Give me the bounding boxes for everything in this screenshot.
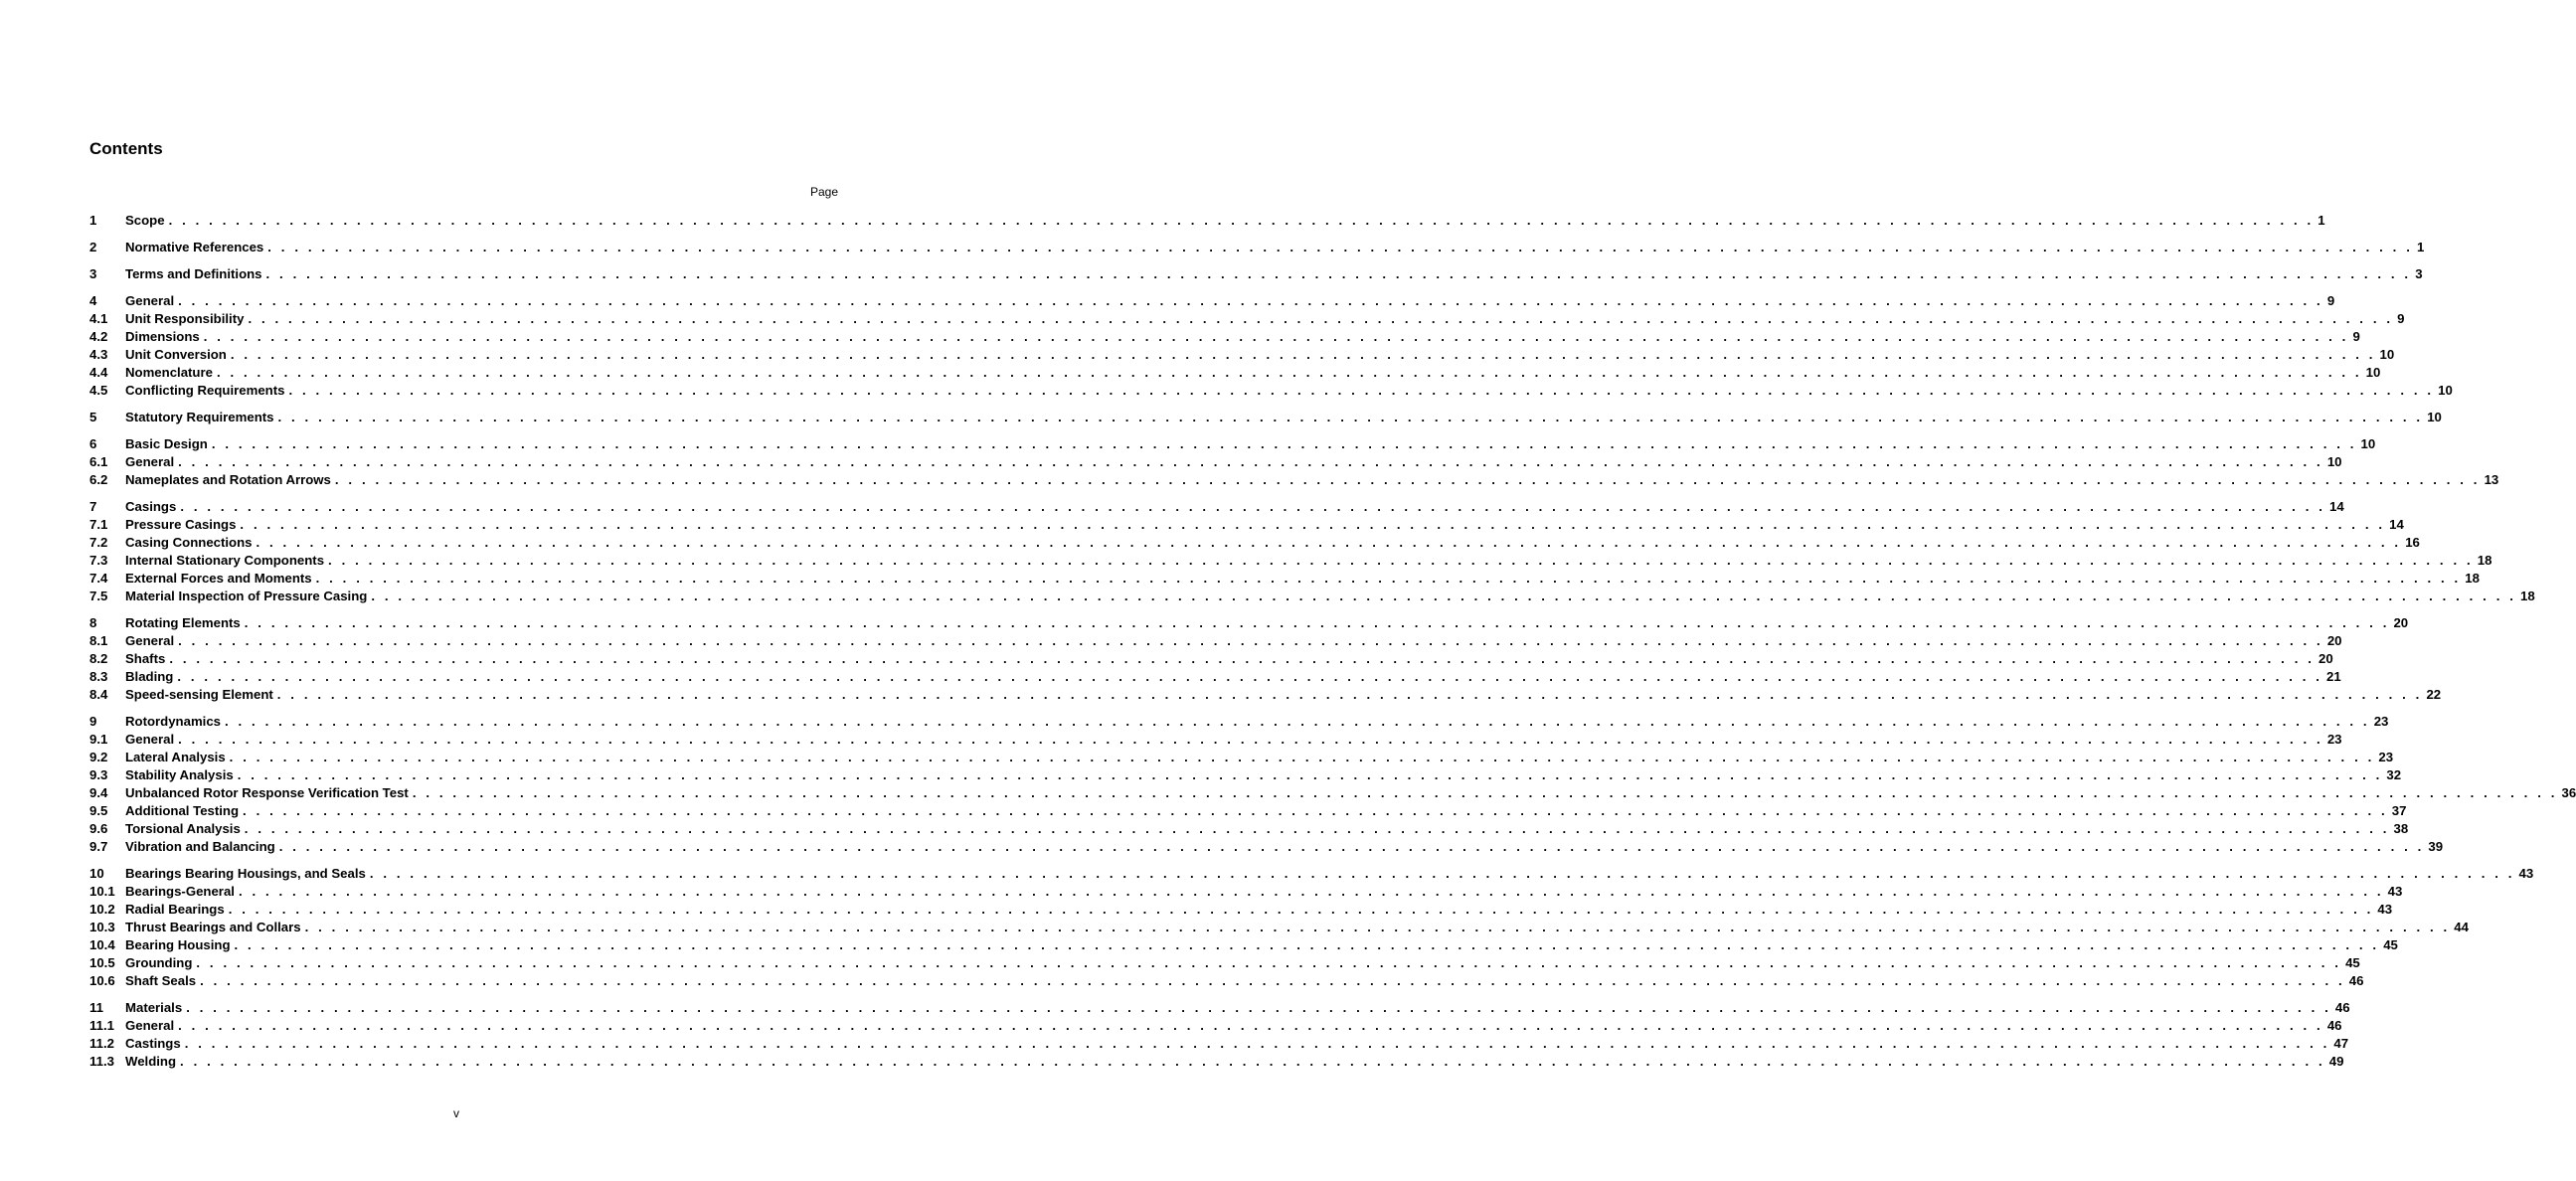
toc-entry-page-number: 43: [2518, 866, 2534, 881]
toc-entry[interactable]: [89, 292, 2335, 310]
toc-entry-title: Bearings Bearing Housings, and Seals: [125, 866, 366, 881]
toc-entry[interactable]: [89, 310, 2405, 328]
toc-entry-number: 8.1: [89, 633, 108, 648]
toc-entry[interactable]: [89, 265, 2423, 283]
dot-leader: . . . . . . . . . . . . . . . . . . . . . . . . . . . . . . . . . . . . . . . . . . . . . . . . . . . . . . . . . . . . . . . . . . . . . . . . . . . . . . . . . . . . . . . . . . . . . . . . . . . . . . . . . . . . . . . . . . . . . . . . . . . . . . . . . . . . . . . . . . . . . . . . . . . . . . . . . . . . . . . .: [240, 517, 2386, 532]
toc-entry-title: Shaft Seals: [125, 973, 197, 988]
toc-entry-title: Nameplates and Rotation Arrows: [125, 472, 331, 487]
toc-entry-number: 9.7: [89, 839, 108, 854]
dot-leader: . . . . . . . . . . . . . . . . . . . . . . . . . . . . . . . . . . . . . . . . . . . . . . . . . . . . . . . . . . . . . . . . . . . . . . . . . . . . . . . . . . . . . . . . . . . . . . . . . . . . . . . . . . . . . . . . . . . . . . . . . . . . . . . . . . . . . . . . . . . . . . . . . . . . . . . . . . . . . . . .: [265, 266, 2412, 281]
toc-entry[interactable]: [89, 954, 2360, 972]
toc-entry-title: Shafts: [125, 651, 166, 666]
toc-entry-title: Rotating Elements: [125, 615, 241, 630]
toc-entry[interactable]: [89, 516, 2404, 534]
toc-entry-number: 5: [89, 410, 97, 424]
toc-entry[interactable]: [89, 534, 2420, 552]
dot-leader: . . . . . . . . . . . . . . . . . . . . . . . . . . . . . . . . . . . . . . . . . . . . . . . . . . . . . . . . . . . . . . . . . . . . . . . . . . . . . . . . . . . . . . . . . . . . . . . . . . . . . . . . . . . . . . . . . . . . . . . . . . . . . . . . . . . . . . . . . . . . . . . . . . . . . . . . . . . . . . . .: [288, 383, 2435, 398]
toc-entry[interactable]: [89, 588, 2535, 605]
dot-leader: . . . . . . . . . . . . . . . . . . . . . . . . . . . . . . . . . . . . . . . . . . . . . . . . . . . . . . . . . . . . . . . . . . . . . . . . . . . . . . . . . . . . . . . . . . . . . . . . . . . . . . . . . . . . . . . . . . . . . . . . . . . . . . . . . . . . . . . . . . . . . . . . . . . . . . . . . . . . . . . .: [184, 1036, 2330, 1051]
toc-entry[interactable]: [89, 570, 2480, 588]
toc-entry-number: 7: [89, 499, 97, 514]
toc-entry-page-number: 1: [2416, 240, 2425, 254]
table-of-contents: [89, 212, 2576, 1080]
toc-entry[interactable]: [89, 1035, 2349, 1053]
dot-leader: . . . . . . . . . . . . . . . . . . . . . . . . . . . . . . . . . . . . . . . . . . . . . . . . . . . . . . . . . . . . . . . . . . . . . . . . . . . . . . . . . . . . . . . . . . . . . . . . . . . . . . . . . . . . . . . . . . . . . . . . . . . . . . . . . . . . . . . . . . . . . . . . . . . . . . . . . . . . . . . .: [178, 633, 2323, 648]
dot-leader: . . . . . . . . . . . . . . . . . . . . . . . . . . . . . . . . . . . . . . . . . . . . . . . . . . . . . . . . . . . . . . . . . . . . . . . . . . . . . . . . . . . . . . . . . . . . . . . . . . . . . . . . . . . . . . . . . . . . . . . . . . . . . . . . . . . . . . . . . . . . . . . . . . . . . . . . . . . . . . . .: [256, 535, 2402, 550]
toc-entry[interactable]: [89, 632, 2342, 650]
toc-entry-page-number: 37: [2391, 803, 2407, 818]
toc-entry-page-number: 44: [2454, 920, 2469, 934]
toc-entry-page-number: 20: [2318, 651, 2333, 666]
toc-entry-page-number: 36: [2561, 785, 2576, 800]
dot-leader: . . . . . . . . . . . . . . . . . . . . . . . . . . . . . . . . . . . . . . . . . . . . . . . . . . . . . . . . . . . . . . . . . . . . . . . . . . . . . . . . . . . . . . . . . . . . . . . . . . . . . . . . . . . . . . . . . . . . . . . . . . . . . . . . . . . . . . . . . . . . . . . . . . . . . . . . . . . . . . . .: [178, 1018, 2323, 1033]
toc-entry-number: 9: [89, 714, 97, 729]
toc-entry[interactable]: [89, 784, 2576, 802]
toc-entry-number: 9.2: [89, 750, 108, 764]
toc-entry-title: Internal Stationary Components: [125, 553, 325, 568]
toc-entry-page-number: 21: [2326, 669, 2341, 684]
toc-entry[interactable]: [89, 999, 2350, 1017]
toc-entry-number: 9.4: [89, 785, 108, 800]
dot-leader: . . . . . . . . . . . . . . . . . . . . . . . . . . . . . . . . . . . . . . . . . . . . . . . . . . . . . . . . . . . . . . . . . . . . . . . . . . . . . . . . . . . . . . . . . . . . . . . . . . . . . . . . . . . . . . . . . . . . . . . . . . . . . . . . . . . . . . . . . . . . . . . . . . . . . . . . . . . . . . . .: [244, 615, 2390, 630]
toc-entry-title: Scope: [125, 213, 165, 228]
toc-entry-page-number: 43: [2377, 902, 2393, 917]
toc-entry-number: 6.2: [89, 472, 108, 487]
toc-entry-title: Castings: [125, 1036, 181, 1051]
toc-section-group: [89, 614, 2442, 704]
toc-entry-title: Bearings-General: [125, 884, 235, 899]
dot-leader: . . . . . . . . . . . . . . . . . . . . . . . . . . . . . . . . . . . . . . . . . . . . . . . . . . . . . . . . . . . . . . . . . . . . . . . . . . . . . . . . . . . . . . . . . . . . . . . . . . . . . . . . . . . . . . . . . . . . . . . . . . . . . . . . . . . . . . . . . . . . . . . . . . . . . . . . . . . . . . . .: [315, 571, 2462, 586]
toc-entry-number: 9.3: [89, 767, 108, 782]
toc-entry-title: General: [125, 1018, 175, 1033]
toc-entry-number: 10.2: [89, 902, 115, 917]
toc-entry-number: 8.4: [89, 687, 108, 702]
dot-leader: . . . . . . . . . . . . . . . . . . . . . . . . . . . . . . . . . . . . . . . . . . . . . . . . . . . . . . . . . . . . . . . . . . . . . . . . . . . . . . . . . . . . . . . . . . . . . . . . . . . . . . . . . . . . . . . . . . . . . . . . . . . . . . . . . . . . . . . . . . . . . . . . . . . . . . . . . . . . . . . .: [200, 973, 2345, 988]
toc-entry-number: 6: [89, 436, 97, 451]
toc-entry-page-number: 16: [2405, 535, 2420, 550]
toc-entry[interactable]: [89, 453, 2342, 471]
toc-section-group: [89, 498, 2535, 605]
toc-entry-page-number: 3: [2415, 266, 2423, 281]
toc-entry-page-number: 46: [2348, 973, 2364, 988]
toc-entry-number: 7.2: [89, 535, 108, 550]
dot-leader: . . . . . . . . . . . . . . . . . . . . . . . . . . . . . . . . . . . . . . . . . . . . . . . . . . . . . . . . . . . . . . . . . . . . . . . . . . . . . . . . . . . . . . . . . . . . . . . . . . . . . . . . . . . . . . . . . . . . . . . . . . . . . . . . . . . . . . . . . . . . . . . . . . . . . . . . . . . . . . . .: [238, 884, 2384, 899]
toc-entry-page-number: 18: [2465, 571, 2480, 586]
toc-entry-number: 8.3: [89, 669, 108, 684]
toc-entry-page-number: 10: [2365, 365, 2381, 380]
toc-entry-title: Lateral Analysis: [125, 750, 226, 764]
dot-leader: . . . . . . . . . . . . . . . . . . . . . . . . . . . . . . . . . . . . . . . . . . . . . . . . . . . . . . . . . . . . . . . . . . . . . . . . . . . . . . . . . . . . . . . . . . . . . . . . . . . . . . . . . . . . . . . . . . . . . . . . . . . . . . . . . . . . . . . . . . . . . . . . . . . . . . . . . . . . . . . .: [267, 240, 2413, 254]
toc-entry[interactable]: [89, 239, 2425, 256]
toc-entry[interactable]: [89, 409, 2442, 426]
toc-entry-page-number: 45: [2345, 955, 2360, 970]
toc-entry[interactable]: [89, 936, 2398, 954]
toc-entry-title: General: [125, 732, 175, 747]
dot-leader: . . . . . . . . . . . . . . . . . . . . . . . . . . . . . . . . . . . . . . . . . . . . . . . . . . . . . . . . . . . . . . . . . . . . . . . . . . . . . . . . . . . . . . . . . . . . . . . . . . . . . . . . . . . . . . . . . . . . . . . . . . . . . . . . . . . . . . . . . . . . . . . . . . . . . . . . . . . . . . . .: [178, 293, 2323, 308]
toc-entry-page-number: 9: [2352, 329, 2360, 344]
toc-entry-number: 8: [89, 615, 97, 630]
toc-entry-title: Pressure Casings: [125, 517, 237, 532]
toc-entry-page-number: 49: [2328, 1054, 2344, 1069]
dot-leader: . . . . . . . . . . . . . . . . . . . . . . . . . . . . . . . . . . . . . . . . . . . . . . . . . . . . . . . . . . . . . . . . . . . . . . . . . . . . . . . . . . . . . . . . . . . . . . . . . . . . . . . . . . . . . . . . . . . . . . . . . . . . . . . . . . . . . . . . . . . . . . . . . . . . . . . . . . . . . . . .: [328, 553, 2474, 568]
dot-leader: . . . . . . . . . . . . . . . . . . . . . . . . . . . . . . . . . . . . . . . . . . . . . . . . . . . . . . . . . . . . . . . . . . . . . . . . . . . . . . . . . . . . . . . . . . . . . . . . . . . . . . . . . . . . . . . . . . . . . . . . . . . . . . . . . . . . . . . . . . . . . . . . . . . . . . . . . . . . . . . .: [277, 410, 2424, 424]
page-folio: v: [453, 1106, 459, 1120]
toc-entry-number: 6.1: [89, 454, 108, 469]
dot-leader: . . . . . . . . . . . . . . . . . . . . . . . . . . . . . . . . . . . . . . . . . . . . . . . . . . . . . . . . . . . . . . . . . . . . . . . . . . . . . . . . . . . . . . . . . . . . . . . . . . . . . . . . . . . . . . . . . . . . . . . . . . . . . . . . . . . . . . . . . . . . . . . . . . . . . . . . . . . . . . . .: [228, 902, 2374, 917]
toc-entry[interactable]: [89, 901, 2393, 919]
toc-entry-title: Unbalanced Rotor Response Verification Test: [125, 785, 409, 800]
toc-entry-title: Dimensions: [125, 329, 200, 344]
toc-entry-number: 9.5: [89, 803, 108, 818]
toc-entry-page-number: 23: [2373, 714, 2389, 729]
toc-section-group: [89, 239, 2425, 256]
toc-entry-title: General: [125, 293, 175, 308]
toc-entry-number: 4.2: [89, 329, 108, 344]
toc-entry-number: 11.2: [89, 1036, 114, 1051]
dot-leader: . . . . . . . . . . . . . . . . . . . . . . . . . . . . . . . . . . . . . . . . . . . . . . . . . . . . . . . . . . . . . . . . . . . . . . . . . . . . . . . . . . . . . . . . . . . . . . . . . . . . . . . . . . . . . . . . . . . . . . . . . . . . . . . . . . . . . . . . . . . . . . . . . . . . . . . . . . . . . . . .: [237, 767, 2383, 782]
toc-entry-page-number: 10: [2438, 383, 2453, 398]
toc-section-group: [89, 212, 2325, 230]
toc-section-group: [89, 435, 2499, 489]
toc-entry[interactable]: [89, 364, 2381, 382]
toc-entry-title: External Forces and Moments: [125, 571, 312, 586]
toc-entry-title: Welding: [125, 1054, 177, 1069]
toc-entry-page-number: 14: [2329, 499, 2344, 514]
toc-entry[interactable]: [89, 498, 2344, 516]
toc-entry-page-number: 38: [2393, 821, 2409, 836]
toc-entry-page-number: 9: [2326, 293, 2335, 308]
toc-entry-number: 10.5: [89, 955, 115, 970]
toc-entry-number: 3: [89, 266, 97, 281]
page-column-label: Page: [809, 185, 838, 199]
dot-leader: . . . . . . . . . . . . . . . . . . . . . . . . . . . . . . . . . . . . . . . . . . . . . . . . . . . . . . . . . . . . . . . . . . . . . . . . . . . . . . . . . . . . . . . . . . . . . . . . . . . . . . . . . . . . . . . . . . . . . . . . . . . . . . . . . . . . . . . . . . . . . . . . . . . . . . . . . . . . . . . .: [304, 920, 2451, 934]
contents-heading: Contents: [89, 139, 163, 158]
toc-entry-page-number: 23: [2326, 732, 2342, 747]
toc-entry[interactable]: [89, 686, 2442, 704]
toc-entry[interactable]: [89, 820, 2409, 838]
toc-entry-title: Conflicting Requirements: [125, 383, 285, 398]
toc-entry-page-number: 47: [2333, 1036, 2349, 1051]
toc-entry[interactable]: [89, 883, 2403, 901]
toc-entry[interactable]: [89, 382, 2453, 400]
toc-section-group: [89, 292, 2453, 400]
toc-entry[interactable]: [89, 972, 2364, 990]
toc-entry-page-number: 45: [2383, 937, 2398, 952]
toc-entry-title: Rotordynamics: [125, 714, 221, 729]
toc-section-group: [89, 865, 2534, 990]
toc-entry-number: 7.3: [89, 553, 108, 568]
dot-leader: . . . . . . . . . . . . . . . . . . . . . . . . . . . . . . . . . . . . . . . . . . . . . . . . . . . . . . . . . . . . . . . . . . . . . . . . . . . . . . . . . . . . . . . . . . . . . . . . . . . . . . . . . . . . . . . . . . . . . . . . . . . . . . . . . . . . . . . . . . . . . . . . . . . . . . . . . . . . . . . .: [230, 347, 2376, 362]
toc-entry-number: 10.6: [89, 973, 115, 988]
dot-leader: . . . . . . . . . . . . . . . . . . . . . . . . . . . . . . . . . . . . . . . . . . . . . . . . . . . . . . . . . . . . . . . . . . . . . . . . . . . . . . . . . . . . . . . . . . . . . . . . . . . . . . . . . . . . . . . . . . . . . . . . . . . . . . . . . . . . . . . . . . . . . . . . . . . . . . . . . . . . . . . .: [371, 589, 2516, 603]
toc-entry-page-number: 1: [2318, 213, 2325, 228]
toc-entry-title: Additional Testing: [125, 803, 240, 818]
toc-entry-page-number: 10: [2360, 436, 2376, 451]
toc-entry-page-number: 13: [2484, 472, 2499, 487]
toc-entry-page-number: 10: [2326, 454, 2342, 469]
toc-entry[interactable]: [89, 552, 2492, 570]
toc-entry-number: 7.4: [89, 571, 108, 586]
toc-entry-title: Nomenclature: [125, 365, 213, 380]
toc-entry-title: Grounding: [125, 955, 193, 970]
dot-leader: . . . . . . . . . . . . . . . . . . . . . . . . . . . . . . . . . . . . . . . . . . . . . . . . . . . . . . . . . . . . . . . . . . . . . . . . . . . . . . . . . . . . . . . . . . . . . . . . . . . . . . . . . . . . . . . . . . . . . . . . . . . . . . . . . . . . . . . . . . . . . . . . . . . . . . . . . . . . . . . .: [186, 1000, 2331, 1015]
toc-entry-title: Statutory Requirements: [125, 410, 274, 424]
dot-leader: . . . . . . . . . . . . . . . . . . . . . . . . . . . . . . . . . . . . . . . . . . . . . . . . . . . . . . . . . . . . . . . . . . . . . . . . . . . . . . . . . . . . . . . . . . . . . . . . . . . . . . . . . . . . . . . . . . . . . . . . . . . . . . . . . . . . . . . . . . . . . . . . . . . . . . . . . . . . . . . .: [168, 213, 2315, 228]
toc-entry[interactable]: [89, 766, 2402, 784]
toc-entry-title: Thrust Bearings and Collars: [125, 920, 301, 934]
toc-section-group: [89, 713, 2576, 856]
toc-entry[interactable]: [89, 614, 2409, 632]
dot-leader: . . . . . . . . . . . . . . . . . . . . . . . . . . . . . . . . . . . . . . . . . . . . . . . . . . . . . . . . . . . . . . . . . . . . . . . . . . . . . . . . . . . . . . . . . . . . . . . . . . . . . . . . . . . . . . . . . . . . . . . . . . . . . . . . . . . . . . . . . . . . . . . . . . . . . . . . . . . . . . . .: [211, 436, 2357, 451]
toc-entry-title: General: [125, 633, 175, 648]
toc-entry[interactable]: [89, 328, 2360, 346]
toc-entry[interactable]: [89, 838, 2444, 856]
toc-entry-number: 10.1: [89, 884, 115, 899]
toc-entry-title: Material Inspection of Pressure Casing: [125, 589, 368, 603]
toc-entry-number: 8.2: [89, 651, 108, 666]
dot-leader: . . . . . . . . . . . . . . . . . . . . . . . . . . . . . . . . . . . . . . . . . . . . . . . . . . . . . . . . . . . . . . . . . . . . . . . . . . . . . . . . . . . . . . . . . . . . . . . . . . . . . . . . . . . . . . . . . . . . . . . . . . . . . . . . . . . . . . . . . . . . . . . . . . . . . . . . . . . . . . . .: [178, 454, 2323, 469]
toc-entry-number: 4.5: [89, 383, 108, 398]
toc-entry-title: Speed-sensing Element: [125, 687, 273, 702]
toc-entry[interactable]: [89, 713, 2389, 731]
dot-leader: . . . . . . . . . . . . . . . . . . . . . . . . . . . . . . . . . . . . . . . . . . . . . . . . . . . . . . . . . . . . . . . . . . . . . . . . . . . . . . . . . . . . . . . . . . . . . . . . . . . . . . . . . . . . . . . . . . . . . . . . . . . . . . . . . . . . . . . . . . . . . . . . . . . . . . . . . . . . . . . .: [216, 365, 2362, 380]
toc-entry-title: Vibration and Balancing: [125, 839, 275, 854]
toc-entry-page-number: 46: [2326, 1018, 2342, 1033]
dot-leader: . . . . . . . . . . . . . . . . . . . . . . . . . . . . . . . . . . . . . . . . . . . . . . . . . . . . . . . . . . . . . . . . . . . . . . . . . . . . . . . . . . . . . . . . . . . . . . . . . . . . . . . . . . . . . . . . . . . . . . . . . . . . . . . . . . . . . . . . . . . . . . . . . . . . . . . . . . . . . . . .: [248, 311, 2394, 326]
toc-entry-title: Stability Analysis: [125, 767, 234, 782]
toc-entry-number: 1: [89, 213, 97, 228]
toc-entry-title: Materials: [125, 1000, 183, 1015]
toc-section-group: [89, 409, 2442, 426]
dot-leader: . . . . . . . . . . . . . . . . . . . . . . . . . . . . . . . . . . . . . . . . . . . . . . . . . . . . . . . . . . . . . . . . . . . . . . . . . . . . . . . . . . . . . . . . . . . . . . . . . . . . . . . . . . . . . . . . . . . . . . . . . . . . . . . . . . . . . . . . . . . . . . . . . . . . . . . . . . . . . . . .: [203, 329, 2349, 344]
toc-entry[interactable]: [89, 1017, 2342, 1035]
toc-section-group: [89, 999, 2350, 1071]
dot-leader: . . . . . . . . . . . . . . . . . . . . . . . . . . . . . . . . . . . . . . . . . . . . . . . . . . . . . . . . . . . . . . . . . . . . . . . . . . . . . . . . . . . . . . . . . . . . . . . . . . . . . . . . . . . . . . . . . . . . . . . . . . . . . . . . . . . . . . . . . . . . . . . . . . . . . . . . . . . . . . . .: [180, 1054, 2325, 1069]
toc-entry-number: 11.3: [89, 1054, 114, 1069]
toc-entry-page-number: 10: [2427, 410, 2442, 424]
toc-entry-title: Terms and Definitions: [125, 266, 262, 281]
toc-entry-number: 4.4: [89, 365, 108, 380]
dot-leader: . . . . . . . . . . . . . . . . . . . . . . . . . . . . . . . . . . . . . . . . . . . . . . . . . . . . . . . . . . . . . . . . . . . . . . . . . . . . . . . . . . . . . . . . . . . . . . . . . . . . . . . . . . . . . . . . . . . . . . . . . . . . . . . . . . . . . . . . . . . . . . . . . . . . . . . . . . . . . . . .: [178, 732, 2323, 747]
dot-leader: . . . . . . . . . . . . . . . . . . . . . . . . . . . . . . . . . . . . . . . . . . . . . . . . . . . . . . . . . . . . . . . . . . . . . . . . . . . . . . . . . . . . . . . . . . . . . . . . . . . . . . . . . . . . . . . . . . . . . . . . . . . . . . . . . . . . . . . . . . . . . . . . . . . . . . . . . . . . . . . .: [196, 955, 2342, 970]
toc-entry-number: 7.5: [89, 589, 108, 603]
toc-entry-page-number: 9: [2397, 311, 2405, 326]
toc-entry-page-number: 22: [2426, 687, 2442, 702]
toc-entry-title: Casing Connections: [125, 535, 253, 550]
toc-entry[interactable]: [89, 471, 2499, 489]
dot-leader: . . . . . . . . . . . . . . . . . . . . . . . . . . . . . . . . . . . . . . . . . . . . . . . . . . . . . . . . . . . . . . . . . . . . . . . . . . . . . . . . . . . . . . . . . . . . . . . . . . . . . . . . . . . . . . . . . . . . . . . . . . . . . . . . . . . . . . . . . . . . . . . . . . . . . . . . . . . . . . . .: [334, 472, 2481, 487]
toc-entry[interactable]: [89, 346, 2395, 364]
toc-entry-number: 4.3: [89, 347, 108, 362]
toc-entry-title: Normative References: [125, 240, 264, 254]
toc-entry-page-number: 18: [2520, 589, 2535, 603]
toc-entry-title: Torsional Analysis: [125, 821, 241, 836]
toc-entry[interactable]: [89, 731, 2342, 749]
toc-entry-number: 4: [89, 293, 97, 308]
toc-entry-page-number: 39: [2428, 839, 2444, 854]
dot-leader: . . . . . . . . . . . . . . . . . . . . . . . . . . . . . . . . . . . . . . . . . . . . . . . . . . . . . . . . . . . . . . . . . . . . . . . . . . . . . . . . . . . . . . . . . . . . . . . . . . . . . . . . . . . . . . . . . . . . . . . . . . . . . . . . . . . . . . . . . . . . . . . . . . . . . . . . . . . . . . . .: [369, 866, 2515, 881]
dot-leader: . . . . . . . . . . . . . . . . . . . . . . . . . . . . . . . . . . . . . . . . . . . . . . . . . . . . . . . . . . . . . . . . . . . . . . . . . . . . . . . . . . . . . . . . . . . . . . . . . . . . . . . . . . . . . . . . . . . . . . . . . . . . . . . . . . . . . . . . . . . . . . . . . . . . . . . . . . . . . . . .: [412, 785, 2558, 800]
toc-entry[interactable]: [89, 668, 2341, 686]
toc-entry[interactable]: [89, 749, 2394, 766]
dot-leader: . . . . . . . . . . . . . . . . . . . . . . . . . . . . . . . . . . . . . . . . . . . . . . . . . . . . . . . . . . . . . . . . . . . . . . . . . . . . . . . . . . . . . . . . . . . . . . . . . . . . . . . . . . . . . . . . . . . . . . . . . . . . . . . . . . . . . . . . . . . . . . . . . . . . . . . . . . . . . . . .: [225, 714, 2370, 729]
toc-entry[interactable]: [89, 212, 2325, 230]
toc-entry-page-number: 14: [2389, 517, 2404, 532]
toc-entry-page-number: 32: [2386, 767, 2402, 782]
dot-leader: . . . . . . . . . . . . . . . . . . . . . . . . . . . . . . . . . . . . . . . . . . . . . . . . . . . . . . . . . . . . . . . . . . . . . . . . . . . . . . . . . . . . . . . . . . . . . . . . . . . . . . . . . . . . . . . . . . . . . . . . . . . . . . . . . . . . . . . . . . . . . . . . . . . . . . . . . . . . . . . .: [169, 651, 2315, 666]
toc-entry-title: Unit Responsibility: [125, 311, 245, 326]
toc-entry-title: Blading: [125, 669, 174, 684]
toc-entry-page-number: 46: [2334, 1000, 2350, 1015]
toc-entry-number: 10.3: [89, 920, 115, 934]
dot-leader: . . . . . . . . . . . . . . . . . . . . . . . . . . . . . . . . . . . . . . . . . . . . . . . . . . . . . . . . . . . . . . . . . . . . . . . . . . . . . . . . . . . . . . . . . . . . . . . . . . . . . . . . . . . . . . . . . . . . . . . . . . . . . . . . . . . . . . . . . . . . . . . . . . . . . . . . . . . . . . . .: [177, 669, 2323, 684]
toc-entry-number: 7.1: [89, 517, 108, 532]
toc-entry-page-number: 43: [2387, 884, 2403, 899]
toc-entry-number: 11.1: [89, 1018, 114, 1033]
toc-entry[interactable]: [89, 919, 2469, 936]
toc-entry[interactable]: [89, 650, 2333, 668]
toc-entry-page-number: 23: [2378, 750, 2394, 764]
toc-entry[interactable]: [89, 865, 2534, 883]
toc-entry-number: 10: [89, 866, 104, 881]
dot-leader: . . . . . . . . . . . . . . . . . . . . . . . . . . . . . . . . . . . . . . . . . . . . . . . . . . . . . . . . . . . . . . . . . . . . . . . . . . . . . . . . . . . . . . . . . . . . . . . . . . . . . . . . . . . . . . . . . . . . . . . . . . . . . . . . . . . . . . . . . . . . . . . . . . . . . . . . . . . . . . . .: [229, 750, 2375, 764]
toc-entry-number: 4.1: [89, 311, 108, 326]
toc-entry-title: Radial Bearings: [125, 902, 225, 917]
toc-entry[interactable]: [89, 435, 2376, 453]
toc-entry-title: Bearing Housing: [125, 937, 231, 952]
dot-leader: . . . . . . . . . . . . . . . . . . . . . . . . . . . . . . . . . . . . . . . . . . . . . . . . . . . . . . . . . . . . . . . . . . . . . . . . . . . . . . . . . . . . . . . . . . . . . . . . . . . . . . . . . . . . . . . . . . . . . . . . . . . . . . . . . . . . . . . . . . . . . . . . . . . . . . . . . . . . . . . .: [278, 839, 2425, 854]
dot-leader: . . . . . . . . . . . . . . . . . . . . . . . . . . . . . . . . . . . . . . . . . . . . . . . . . . . . . . . . . . . . . . . . . . . . . . . . . . . . . . . . . . . . . . . . . . . . . . . . . . . . . . . . . . . . . . . . . . . . . . . . . . . . . . . . . . . . . . . . . . . . . . . . . . . . . . . . . . . . . . . .: [180, 499, 2325, 514]
toc-entry-page-number: 20: [2326, 633, 2342, 648]
toc-entry-number: 9.1: [89, 732, 108, 747]
toc-entry-title: Basic Design: [125, 436, 208, 451]
toc-entry-page-number: 20: [2393, 615, 2409, 630]
dot-leader: . . . . . . . . . . . . . . . . . . . . . . . . . . . . . . . . . . . . . . . . . . . . . . . . . . . . . . . . . . . . . . . . . . . . . . . . . . . . . . . . . . . . . . . . . . . . . . . . . . . . . . . . . . . . . . . . . . . . . . . . . . . . . . . . . . . . . . . . . . . . . . . . . . . . . . . . . . . . . . . .: [234, 937, 2380, 952]
toc-entry-page-number: 10: [2379, 347, 2395, 362]
toc-entry-page-number: 18: [2477, 553, 2492, 568]
dot-leader: . . . . . . . . . . . . . . . . . . . . . . . . . . . . . . . . . . . . . . . . . . . . . . . . . . . . . . . . . . . . . . . . . . . . . . . . . . . . . . . . . . . . . . . . . . . . . . . . . . . . . . . . . . . . . . . . . . . . . . . . . . . . . . . . . . . . . . . . . . . . . . . . . . . . . . . . . . . . . . . .: [244, 821, 2390, 836]
toc-entry-title: Unit Conversion: [125, 347, 227, 362]
toc-entry-number: 10.4: [89, 937, 115, 952]
toc-section-group: [89, 265, 2423, 283]
toc-entry-number: 11: [89, 1000, 103, 1015]
toc-entry-number: 9.6: [89, 821, 108, 836]
toc-entry[interactable]: [89, 802, 2407, 820]
toc-entry-title: General: [125, 454, 175, 469]
dot-leader: . . . . . . . . . . . . . . . . . . . . . . . . . . . . . . . . . . . . . . . . . . . . . . . . . . . . . . . . . . . . . . . . . . . . . . . . . . . . . . . . . . . . . . . . . . . . . . . . . . . . . . . . . . . . . . . . . . . . . . . . . . . . . . . . . . . . . . . . . . . . . . . . . . . . . . . . . . . . . . . .: [276, 687, 2423, 702]
toc-entry-number: 2: [89, 240, 97, 254]
toc-entry-title: Casings: [125, 499, 177, 514]
toc-entry[interactable]: [89, 1053, 2344, 1071]
dot-leader: . . . . . . . . . . . . . . . . . . . . . . . . . . . . . . . . . . . . . . . . . . . . . . . . . . . . . . . . . . . . . . . . . . . . . . . . . . . . . . . . . . . . . . . . . . . . . . . . . . . . . . . . . . . . . . . . . . . . . . . . . . . . . . . . . . . . . . . . . . . . . . . . . . . . . . . . . . . . . . . .: [243, 803, 2388, 818]
